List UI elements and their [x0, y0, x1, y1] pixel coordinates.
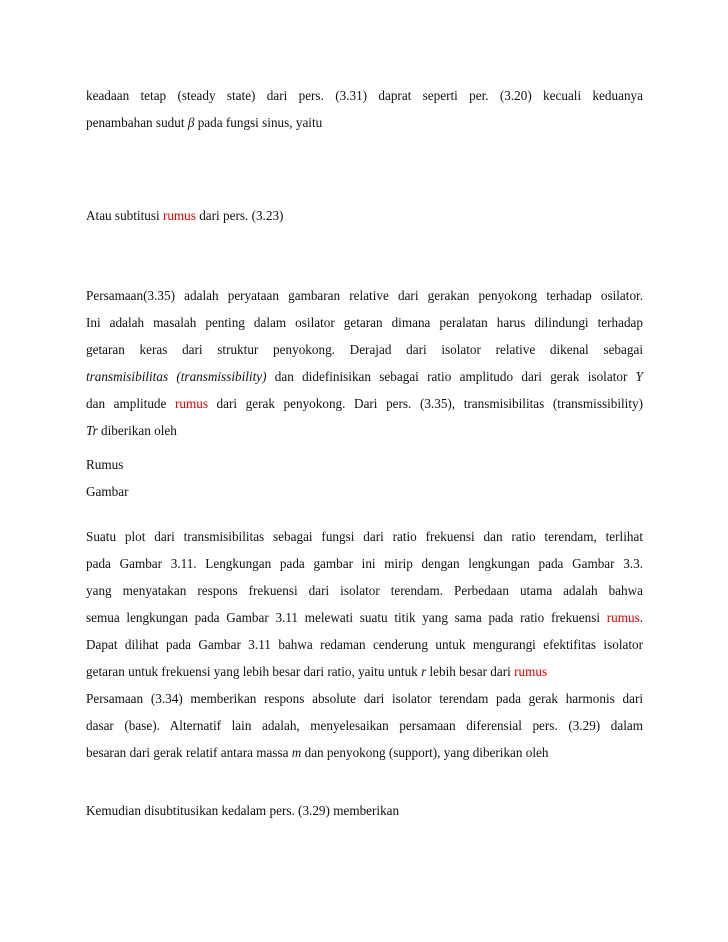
text-fragment: dari gerak penyokong. Dari pers. (3.35), transmisibilitas (transmissibility) — [207, 396, 643, 411]
text-fragment: dan didefinisikan sebagai ratio amplitudo dari gerak isolator — [266, 369, 636, 384]
text-line — [86, 417, 643, 444]
text-fragment: diberikan oleh — [97, 423, 177, 438]
text-line: Persamaan(3.35) adalah peryataan gambaran relative dari gerakan penyokong terhadap osilator. — [86, 288, 643, 303]
text-line — [86, 658, 643, 685]
text-line — [86, 363, 643, 390]
gambar-label: Gambar — [86, 484, 129, 499]
text-line: keadaan tetap (steady state) dari pers. (3.31) daprat seperti per. (3.20) kecuali keduanya — [86, 88, 643, 103]
text-fragment: dan penyokong (support), yang diberikan oleh — [301, 745, 549, 760]
text-line: Ini adalah masalah penting dalam osilator getaran dimana peralatan harus dilindungi terhadap — [86, 315, 643, 330]
text-line: pada Gambar 3.11. Lengkungan pada gambar ini mirip dengan lengkungan pada Gambar 3.3. — [86, 556, 643, 571]
italic-symbol: Y — [635, 369, 643, 384]
paragraph-plot-transmisibilitas — [86, 523, 643, 766]
rumus-label: Rumus — [86, 457, 124, 472]
text-fragment: besaran dari gerak relatif antara massa — [86, 745, 292, 760]
text-fragment: dari pers. (3.23) — [195, 208, 284, 223]
text-line — [86, 109, 643, 136]
text-fragment: getaran untuk frekuensi yang lebih besar dari ratio, yaitu untuk — [86, 664, 422, 679]
italic-term: transmisibilitas (transmissibility) — [86, 369, 267, 384]
red-placeholder: rumus — [514, 664, 548, 679]
text-fragment: Atau subtitusi — [86, 208, 163, 223]
text-fragment: pada fungsi sinus, yaitu — [194, 115, 323, 130]
text-line — [86, 604, 643, 631]
text-line — [86, 739, 643, 766]
text-line: Persamaan (3.34) memberikan respons absolute dari isolator terendam pada gerak harmonis dari — [86, 691, 643, 706]
beta-symbol: β — [187, 115, 195, 130]
text-fragment: penambahan sudut — [86, 115, 188, 130]
text-fragment: . — [639, 610, 643, 625]
text-fragment: dan amplitude — [86, 396, 175, 411]
paragraph-subtitusi — [86, 202, 643, 229]
red-placeholder: rumus — [606, 610, 640, 625]
text-line: Suatu plot dari transmisibilitas sebagai fungsi dari ratio frekuensi dan ratio terendam, terlihat — [86, 529, 643, 544]
text-fragment: lebih besar dari — [426, 664, 515, 679]
italic-symbol: Tr — [86, 423, 98, 438]
paragraph-kemudian: Kemudian disubtitusikan kedalam pers. (3.29) memberikan — [86, 803, 400, 818]
text-line — [86, 390, 643, 417]
text-line: dasar (base). Alternatif lain adalah, menyelesaikan persamaan diferensial pers. (3.29) dalam — [86, 718, 643, 733]
red-placeholder: rumus — [174, 396, 208, 411]
italic-symbol: m — [291, 745, 302, 760]
text-line: yang menyatakan respons frekuensi dari isolator terendam. Perbedaan utama adalah bahwa — [86, 583, 643, 598]
italic-symbol: r — [421, 664, 427, 679]
text-fragment: semua lengkungan pada Gambar 3.11 melewati suatu titik yang sama pada ratio frekuensi — [86, 610, 607, 625]
text-line: getaran keras dari struktur penyokong. Derajad dari isolator relative dikenal sebagai — [86, 342, 643, 357]
red-placeholder: rumus — [162, 208, 196, 223]
paragraph-persamaan-335 — [86, 282, 643, 444]
paragraph-steady-state — [86, 82, 643, 136]
text-line: Dapat dilihat pada Gambar 3.11 bahwa redaman cenderung untuk mengurangi efektifitas isolator — [86, 637, 643, 652]
